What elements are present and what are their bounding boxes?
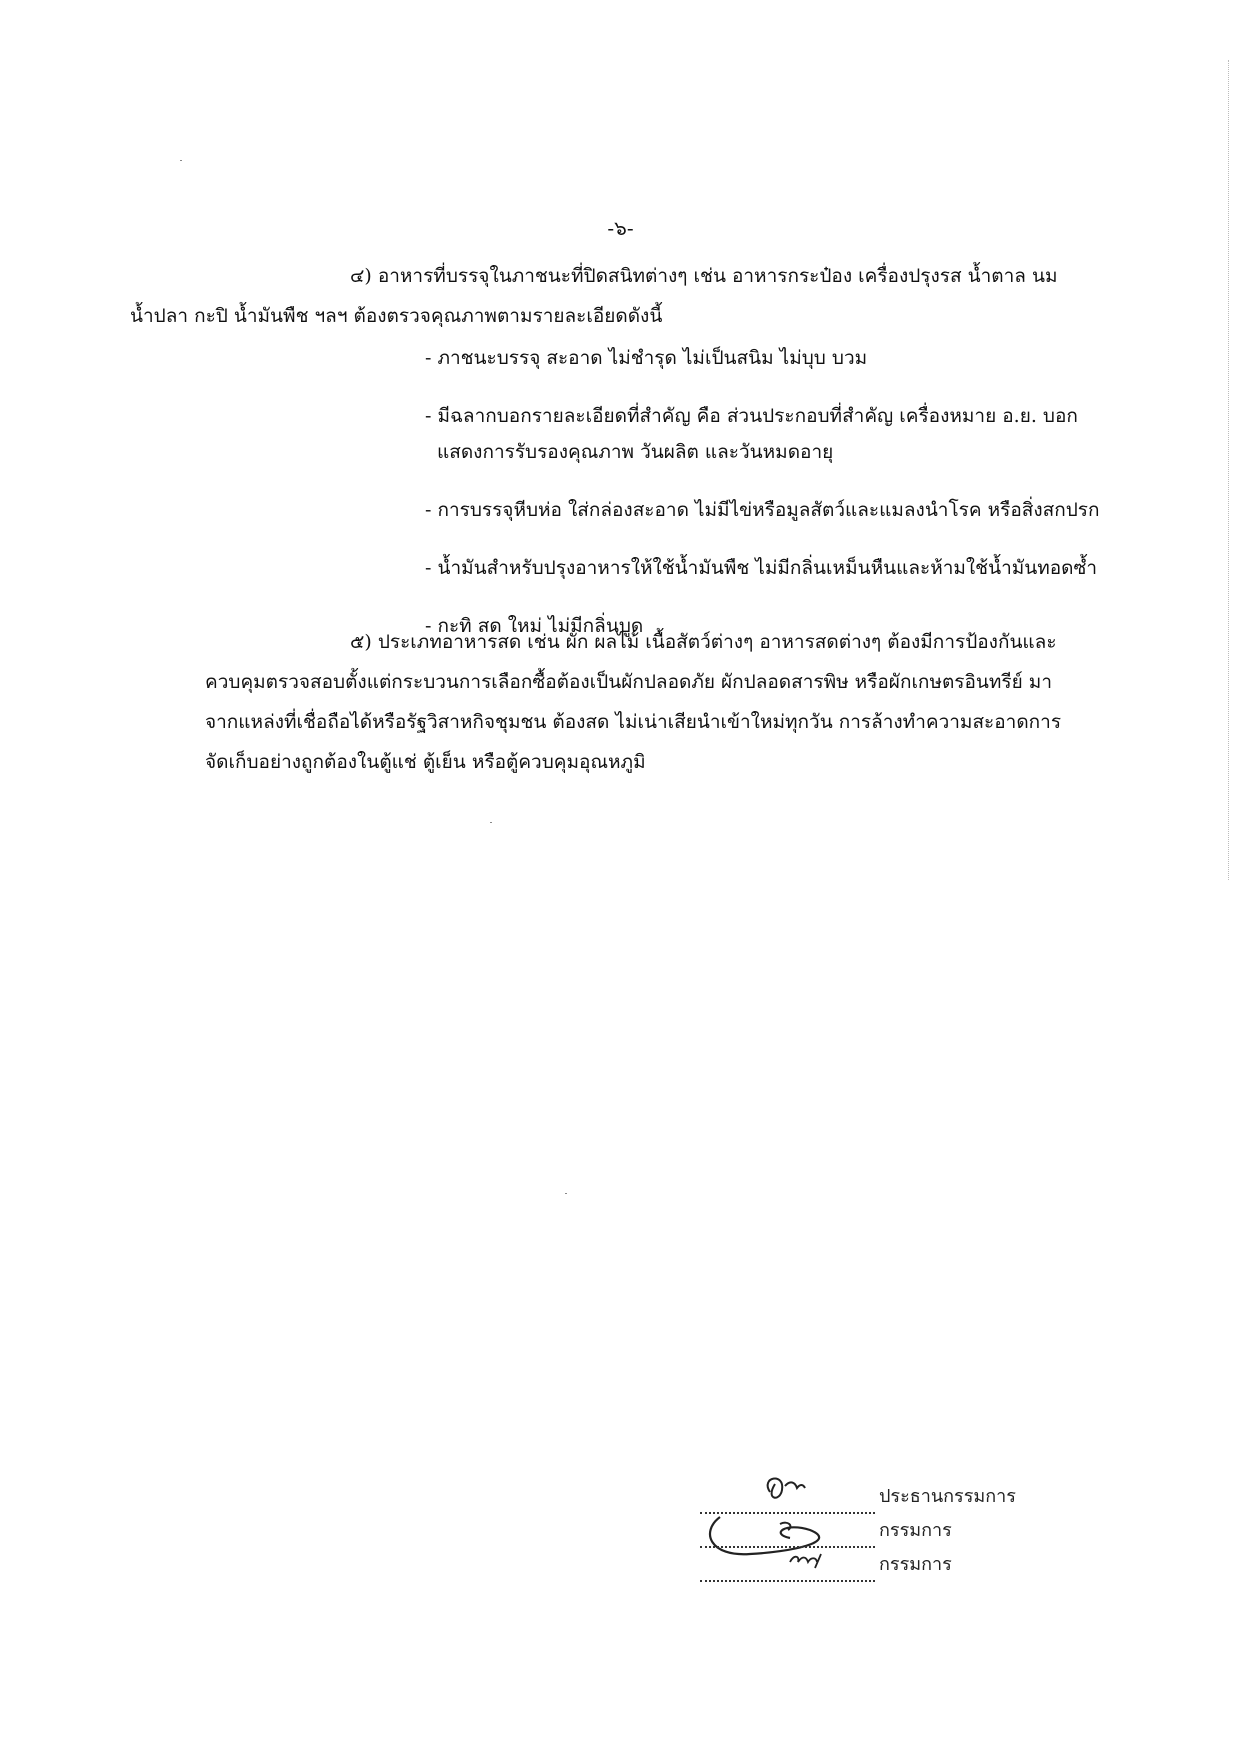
list-item	[425, 398, 1145, 470]
signature-role: ประธานกรรมการ	[879, 1486, 1016, 1507]
section-5-line: จากแหล่งที่เชื่อถือได้หรือรัฐวิสาหกิจชุมชน ต้องสด ไม่เน่าเสียนำเข้าใหม่ทุกวัน การล้างทำความสะอาดการ	[205, 711, 1062, 733]
list-item	[425, 550, 1145, 586]
section-5-line: ควบคุมตรวจสอบตั้งแต่กระบวนการเลือกซื้อต้องเป็นผักปลอดภัย ผักปลอดสารพิษ หรือผักเกษตรอินทรีย์ มา	[205, 671, 1053, 693]
page-number: -๖-	[607, 216, 634, 240]
signature-row	[700, 1514, 1120, 1548]
list-item-text: - การบรรจุหีบห่อ ใส่กล่องสะอาด ไม่มีไข่หรือมูลสัตว์และแมลงนำโรค หรือสิ่งสกปรก	[425, 499, 1100, 521]
section-5-line: ๕) ประเภทอาหารสด เช่น ผัก ผลไม้ เนื้อสัตว์ต่างๆ อาหารสดต่างๆ ต้องมีการป้องกันและ	[350, 631, 1057, 653]
list-item-text: - กะทิ สด ใหม่ ไม่มีกลิ่นบูด	[425, 615, 644, 637]
section-4-paragraph	[130, 256, 1130, 336]
signature-line	[700, 1524, 875, 1548]
section-5-paragraph	[205, 622, 1135, 782]
list-item-text: - น้ำมันสำหรับปรุงอาหารให้ใช้น้ำมันพืช ไม่มีกลิ่นเหม็นหืนและห้ามใช้น้ำมันทอดซ้ำ	[425, 557, 1098, 579]
section-4-line: น้ำปลา กะปิ น้ำมันพืช ฯลฯ ต้องตรวจคุณภาพตามรายละเอียดดังนี้	[130, 305, 663, 327]
list-item-text: - ภาชนะบรรจุ สะอาด ไม่ชำรุด ไม่เป็นสนิม ไม่บุบ บวม	[425, 347, 868, 369]
quality-checklist	[425, 340, 1145, 666]
list-item-continuation: แสดงการรับรองคุณภาพ วันผลิต และวันหมดอายุ	[437, 441, 834, 463]
signature-block	[700, 1480, 1120, 1582]
scan-speck	[490, 822, 492, 823]
list-item-text: - มีฉลากบอกรายละเอียดที่สำคัญ คือ ส่วนประกอบที่สำคัญ เครื่องหมาย อ.ย. บอก	[425, 405, 1078, 427]
section-4-line: ๔) อาหารที่บรรจุในภาชนะที่ปิดสนิทต่างๆ เช่น อาหารกระป๋อง เครื่องปรุงรส น้ำตาล นม	[350, 265, 1058, 287]
signature-role: กรรมการ	[879, 1520, 952, 1541]
signature-line	[700, 1558, 875, 1582]
signature-row	[700, 1480, 1120, 1514]
scan-speck	[180, 160, 182, 161]
scan-margin-line	[1228, 60, 1229, 880]
list-item	[425, 492, 1145, 528]
signature-role: กรรมการ	[879, 1554, 952, 1575]
signature-line	[700, 1490, 875, 1514]
signature-row	[700, 1548, 1120, 1582]
scan-speck	[565, 1193, 567, 1194]
section-5-line: จัดเก็บอย่างถูกต้องในตู้แช่ ตู้เย็น หรือตู้ควบคุมอุณหภูมิ	[205, 751, 646, 773]
list-item	[425, 340, 1145, 376]
